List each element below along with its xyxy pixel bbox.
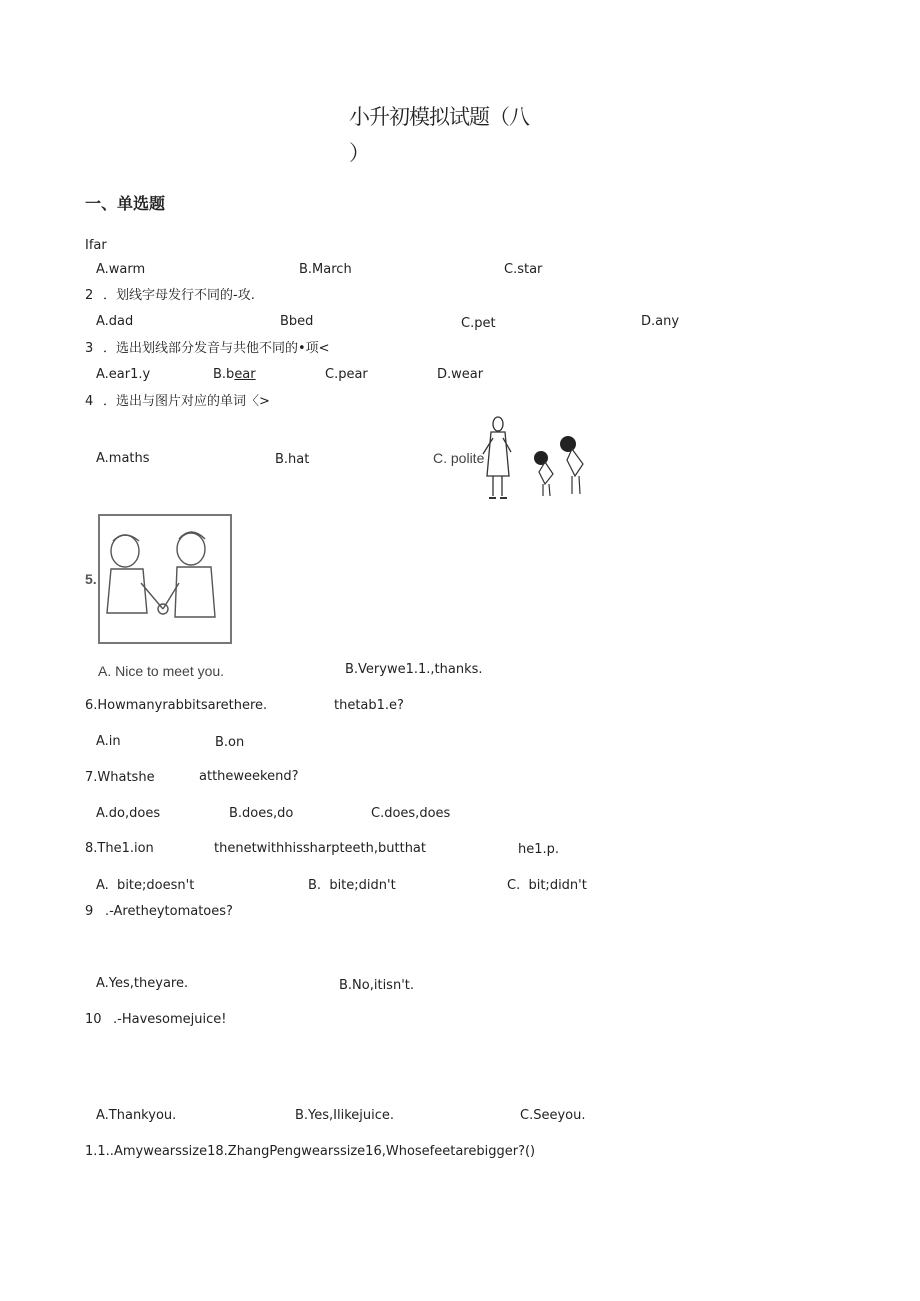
q2-option-b[interactable]: Bbed — [280, 314, 314, 329]
q4-number: 4 — [85, 394, 94, 409]
q5-option-a[interactable]: A. Nice to meet you. — [98, 663, 225, 679]
q3-option-a[interactable]: A.ear1.y — [96, 367, 151, 382]
q10-option-b[interactable]: B.Yes,Ilikejuice. — [295, 1108, 395, 1123]
q8-stem-continued: thenetwithhissharpteeth,butthat — [214, 841, 426, 856]
q2-stem: ．划线字母发行不同的-攻. — [103, 288, 255, 303]
q7-option-b[interactable]: B.does,do — [229, 806, 294, 821]
q10-option-a[interactable]: A.Thankyou. — [96, 1108, 177, 1123]
q6-option-b[interactable]: B.on — [215, 735, 245, 750]
q9-number: 9 — [85, 904, 94, 919]
q3-stem: ．选出划线部分发音与共他不同的•项< — [103, 341, 330, 356]
q8-stem: 8.The1.ion — [85, 841, 154, 856]
q3-option-b[interactable] — [213, 367, 256, 383]
q9-option-a[interactable]: A.Yes,theyare. — [96, 976, 189, 991]
q8-option-b[interactable]: B. bite;didn't — [308, 878, 396, 893]
q2-option-c[interactable]: C.pet — [461, 316, 496, 331]
q4-stem: ．选出与图片对应的单词〈> — [103, 394, 270, 409]
q1-stem: Ifar — [85, 238, 107, 253]
q6-stem-continued: thetab1.e? — [334, 698, 404, 713]
q8-stem-end: he1.p. — [518, 842, 560, 857]
q7-option-a[interactable]: A.do,does — [96, 806, 161, 821]
q7-stem-continued: attheweekend? — [199, 769, 299, 784]
q3-option-b-underlined: ear — [234, 367, 256, 382]
q4-option-b[interactable]: B.hat — [275, 452, 310, 467]
q5-number: 5. — [85, 571, 97, 587]
q4-option-c: C. polite — [433, 450, 485, 466]
section-single-choice: 一、单选题 — [85, 194, 166, 213]
handshake-illustration — [85, 513, 235, 648]
q2-option-a[interactable]: A.dad — [96, 314, 134, 329]
q6-stem: 6.Howmanyrabbitsarethere. — [85, 698, 268, 713]
page-title-line1: 小升初模拟试题（八 — [349, 105, 529, 129]
q4-option-a[interactable]: A.maths — [96, 451, 150, 466]
q3-option-d[interactable]: D.wear — [437, 367, 484, 382]
bowing-people-illustration — [433, 414, 593, 504]
q1-option-c[interactable]: C.star — [504, 262, 543, 277]
q1-option-a[interactable]: A.warm — [96, 262, 146, 277]
q10-number: 10 — [85, 1012, 102, 1027]
q3-number: 3 — [85, 341, 94, 356]
q10-stem: .-Havesomejuice! — [113, 1012, 227, 1027]
q8-option-a[interactable]: A. bite;doesn't — [96, 878, 195, 893]
q6-option-a[interactable]: A.in — [96, 734, 121, 749]
q3-option-c[interactable]: C.pear — [325, 367, 368, 382]
q4-polite-picture[interactable] — [433, 414, 593, 504]
q1-option-b[interactable]: B.March — [299, 262, 352, 277]
page-title-line2: ） — [349, 141, 369, 165]
q2-number: 2 — [85, 288, 94, 303]
q9-option-b[interactable]: B.No,itisn't. — [339, 978, 414, 993]
q9-stem: .-Aretheytomatoes? — [105, 904, 233, 919]
q8-option-c[interactable]: C. bit;didn't — [507, 878, 587, 893]
q7-option-c[interactable]: C.does,does — [371, 806, 451, 821]
q2-option-d[interactable]: D.any — [641, 314, 680, 329]
q10-option-c[interactable]: C.Seeyou. — [520, 1108, 586, 1123]
q11-stem: 1.1..Amywearssize18.ZhangPengwearssize16,Whosefeetarebigger?() — [85, 1144, 536, 1159]
q5-handshake-picture — [85, 513, 235, 648]
q5-option-b[interactable]: B.Verywe1.1.,thanks. — [345, 662, 483, 677]
q7-stem: 7.Whatshe — [85, 770, 155, 785]
q3-option-b-prefix: B.b — [213, 367, 235, 382]
